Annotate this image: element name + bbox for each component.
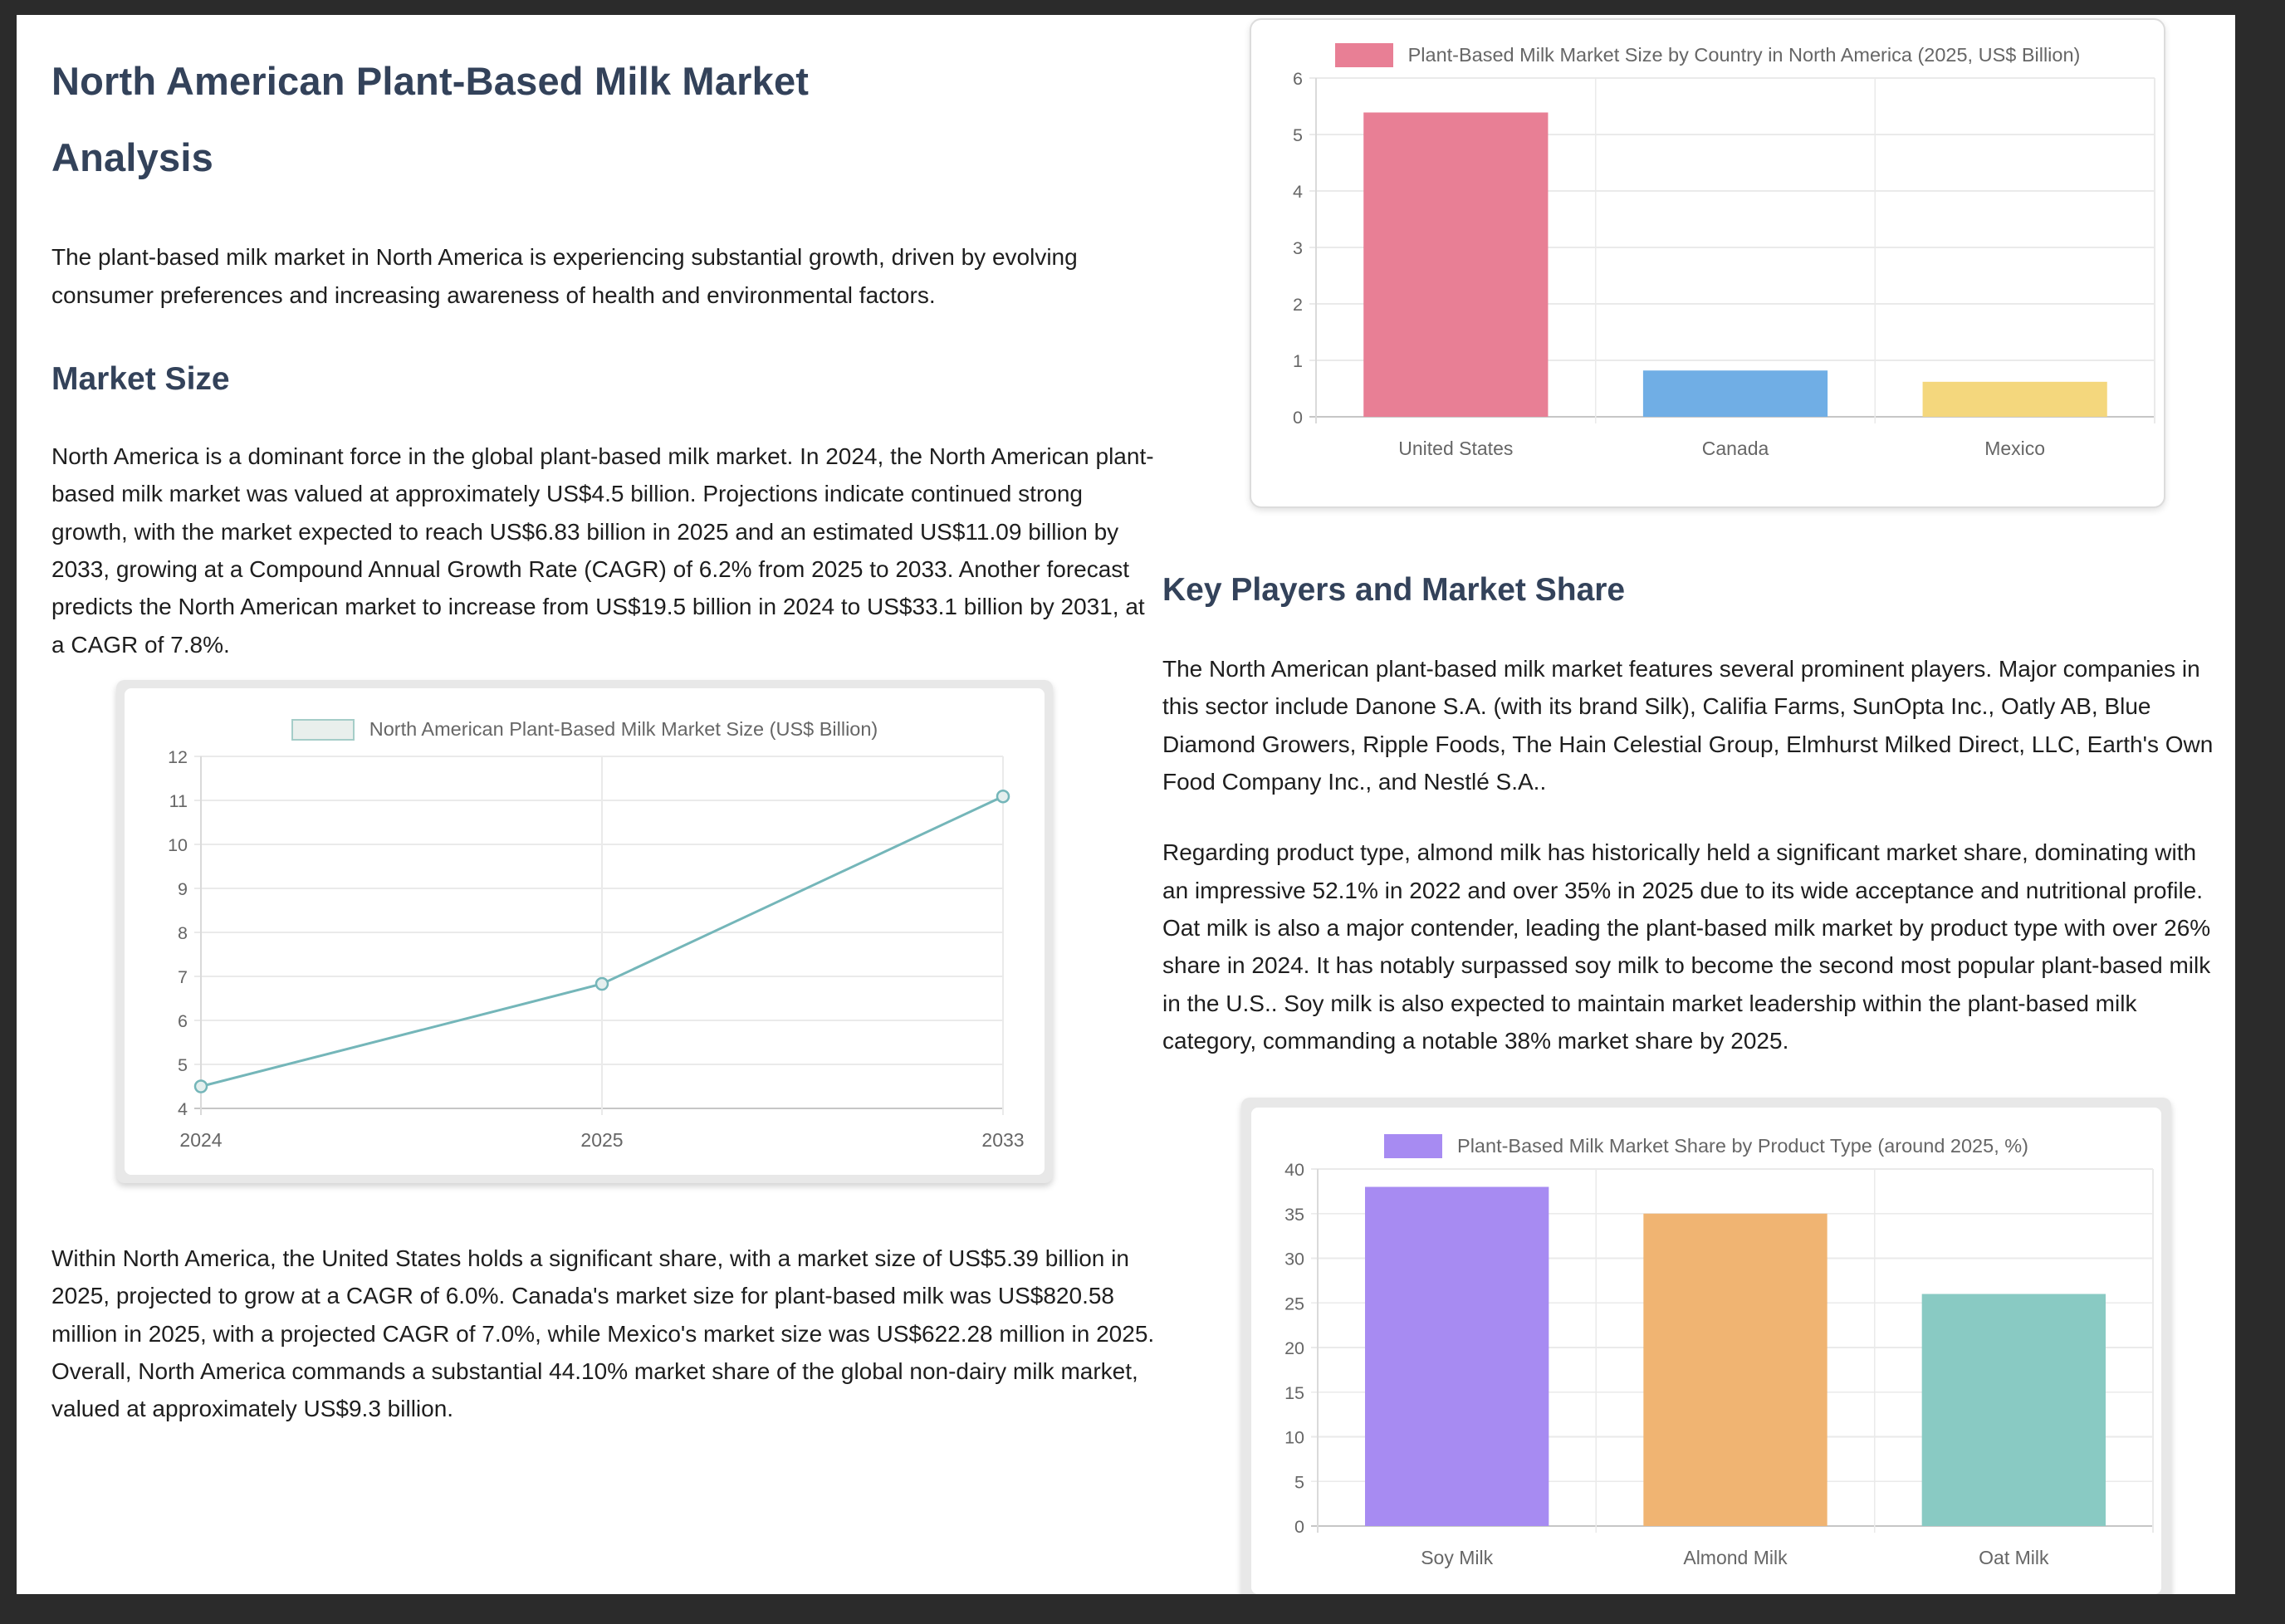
svg-text:2: 2 <box>1293 295 1303 315</box>
svg-text:5: 5 <box>1294 1472 1304 1493</box>
svg-text:2033: 2033 <box>981 1128 1025 1151</box>
left-column <box>51 15 1164 1428</box>
share-legend-swatch-icon <box>1384 1134 1442 1158</box>
svg-text:Soy Milk: Soy Milk <box>1421 1547 1494 1569</box>
right-column <box>1162 15 2235 1594</box>
svg-text:6: 6 <box>178 1010 188 1031</box>
svg-text:5: 5 <box>178 1054 188 1075</box>
page-title: North American Plant-Based Milk Market Analysis <box>51 59 810 179</box>
market-size-heading: Market Size <box>51 361 230 397</box>
country-chart-legend[interactable] <box>1251 42 2164 68</box>
svg-text:4: 4 <box>178 1098 188 1119</box>
svg-text:0: 0 <box>1293 408 1303 428</box>
svg-text:6: 6 <box>1293 69 1303 89</box>
svg-text:25: 25 <box>1284 1294 1304 1314</box>
svg-text:10: 10 <box>168 834 188 855</box>
svg-text:Almond Milk: Almond Milk <box>1683 1547 1788 1569</box>
svg-text:2025: 2025 <box>580 1128 624 1151</box>
svg-text:5: 5 <box>1293 125 1303 145</box>
country-bar-chart-canvas <box>1251 68 2165 483</box>
svg-text:Canada: Canada <box>1701 438 1769 459</box>
svg-text:35: 35 <box>1284 1205 1304 1225</box>
intro-paragraph: The plant-based milk market in North America is experiencing substantial growth, driven by evolving consumer preferences and increasing awareness of health and environmental factors. <box>51 244 1078 308</box>
svg-text:Oat Milk: Oat Milk <box>1979 1547 2049 1569</box>
line-chart-canvas <box>125 743 1045 1163</box>
svg-text:United States: United States <box>1398 438 1514 459</box>
svg-text:4: 4 <box>1293 182 1303 202</box>
svg-text:30: 30 <box>1284 1249 1304 1269</box>
svg-text:10: 10 <box>1284 1427 1304 1448</box>
country-bar-chart <box>1250 18 2165 508</box>
svg-text:0: 0 <box>1294 1517 1304 1538</box>
svg-text:12: 12 <box>168 746 188 767</box>
line-legend-swatch-icon <box>291 719 355 741</box>
key-players-paragraph: The North American plant-based milk market features several prominent players. Major companies in this sector include Danone S.A. (with its brand Silk), Califia Farms, SunOpta Inc., Oatly AB, Blue Diamond Growers, Ripple Foods, The Hain Celestial Group, Elmhurst Milked Direct, LLC, Earth's Own Food Company Inc., and Nestlé S.A.. <box>1162 655 2214 795</box>
key-players-heading: Key Players and Market Share <box>1162 572 1626 608</box>
svg-text:9: 9 <box>178 878 188 899</box>
market-size-paragraph: North America is a dominant force in the global plant-based milk market. In 2024, the North American plant-based milk market was valued at approximately US$4.5 billion. Projections indicate continued strong growth, with the market expected to reach US$6.83 billion in 2025 and an estimated US$11.09 billion by 2033, growing at a Compound Annual Growth Rate (CAGR) of 6.2% from 2025 to 2033. Another forecast predicts the North American market to increase from US$19.5 billion in 2024 to US$33.1 billion by 2031, at a CAGR of 7.8%. <box>51 443 1154 658</box>
product-type-paragraph: Regarding product type, almond milk has historically held a significant market share, dominating with an impressive 52.1% in 2022 and over 35% in 2025 due to its wide acceptance and nutritional profile. Oat milk is also a major contender, leading the plant-based milk market by product type with over 26% share in 2024. It has notably surpassed soy milk to become the second most popular plant-based milk in the U.S.. Soy milk is also expected to maintain market leadership within the plant-based milk category, commanding a notable 38% market share by 2025. <box>1162 839 2211 1054</box>
share-legend-label: Plant-Based Milk Market Share by Product Type (around 2025, %) <box>1457 1134 2028 1157</box>
report-page <box>17 15 2235 1594</box>
svg-text:Mexico: Mexico <box>1984 438 2046 459</box>
svg-text:3: 3 <box>1293 238 1303 258</box>
svg-text:15: 15 <box>1284 1383 1304 1404</box>
product-share-bar-chart <box>1241 1098 2171 1594</box>
country-legend-swatch-icon <box>1335 43 1393 67</box>
svg-text:7: 7 <box>178 966 188 987</box>
share-chart-legend[interactable] <box>1251 1132 2161 1159</box>
share-bar-chart-canvas <box>1251 1159 2161 1574</box>
svg-text:40: 40 <box>1284 1160 1304 1181</box>
svg-text:2024: 2024 <box>179 1128 223 1151</box>
line-chart-legend[interactable] <box>125 717 1045 743</box>
country-legend-label: Plant-Based Milk Market Size by Country in North America (2025, US$ Billion) <box>1407 43 2081 66</box>
market-size-line-chart <box>116 680 1053 1183</box>
svg-text:20: 20 <box>1284 1338 1304 1359</box>
line-chart-card <box>125 688 1045 1175</box>
svg-text:11: 11 <box>169 790 188 811</box>
line-legend-label: North American Plant-Based Milk Market Size (US$ Billion) <box>369 718 878 741</box>
country-detail-paragraph: Within North America, the United States holds a significant share, with a market size of US$5.39 billion in 2025, projected to grow at a CAGR of 6.0%. Canada's market size for plant-based milk was US$820.58 million in 2025, with a projected CAGR of 7.0%, while Mexico's market size was US$622.28 million in 2025. Overall, North America commands a substantial 44.10% market share of the global non-dairy milk market, valued at approximately US$9.3 billion. <box>51 1245 1155 1422</box>
svg-text:8: 8 <box>178 922 188 943</box>
svg-text:1: 1 <box>1293 351 1303 371</box>
share-chart-card <box>1251 1108 2161 1594</box>
